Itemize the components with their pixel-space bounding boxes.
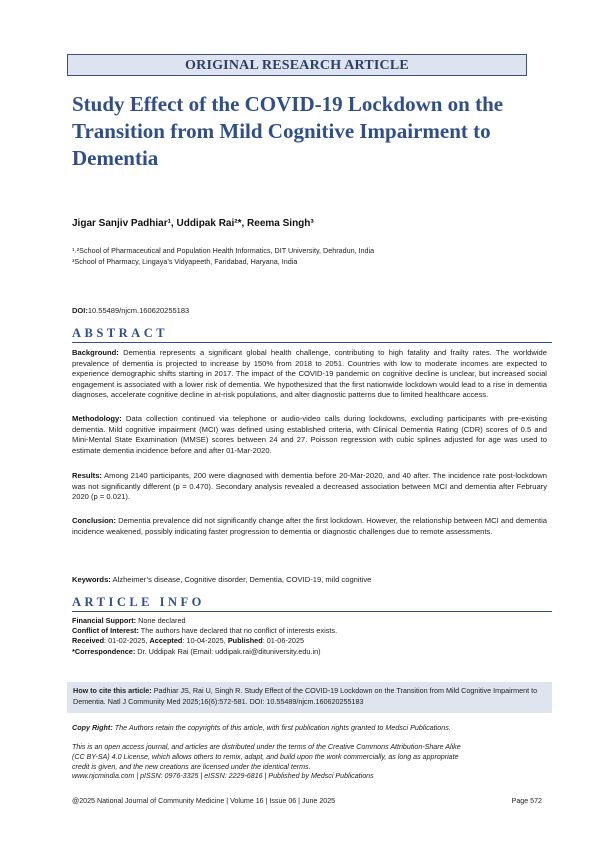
conflict-of-interest (72, 626, 337, 636)
license-line: credit is given, and the new creations are licensed under the identical terms. (72, 762, 311, 771)
methodology-text: Data collection continued via telephone or audio-video calls during lockdowns, excluding participants with pre-existing dementia. Mild cognitive impairment (MCI) was defined using established criteria, with Clinical Dementia Rating (CDR) scores of 0.5 and Mini-Mental State Examination (MMSE) scores between 24 and 27. Poisson regression with cubic splines adjusted for age was used to estimate dementia incidence before and after 01-Mar-2020. (72, 414, 547, 455)
article-info (72, 616, 337, 657)
copyright-label: Copy Right: (72, 723, 113, 732)
abstract-results (72, 471, 547, 503)
affiliation-1: ¹˒²School of Pharmaceutical and Population Health Informatics, DIT University, Dehradun, India (72, 246, 375, 255)
cite-label: How to cite this article: (73, 686, 152, 695)
financial-support (72, 616, 337, 626)
affiliation-2: ³School of Pharmacy, Lingaya’s Vidyapeeth, Faridabad, Haryana, India (72, 257, 298, 266)
doi-label: DOI: (72, 306, 88, 315)
received-label: Received (72, 636, 105, 646)
license-notice (72, 743, 550, 782)
how-to-cite-box (67, 682, 552, 713)
conflict-text: The authors have declared that no conflict of interests exists. (140, 626, 338, 636)
keywords (72, 575, 547, 586)
conclusion-text: Dementia prevalence did not significantly change after the first lockdown. However, the relationship between MCI and dementia incidence weakened, possibly indicating faster progression to dementia or diagnostic challenges due to remote assessments. (72, 516, 547, 536)
abstract-rule (72, 342, 552, 343)
title-line: Study Effect of the COVID-19 Lockdown on the (72, 92, 504, 116)
article-type-banner: ORIGINAL RESEARCH ARTICLE (67, 54, 527, 76)
financial-label: Financial Support: (72, 616, 137, 625)
cite-text: Padhiar JS, Rai U, Singh R. Study Effect of the COVID-19 Lockdown on the Transition from Mild Cognitive Impairment to Dementia. Natl J Community Med 2025;16(6):572-581. DOI: 10.55489/njcm.160620255183 (73, 686, 538, 706)
published-label: Published (227, 636, 263, 646)
title-line: Dementia (72, 146, 159, 170)
accepted-date: : 10-04-2025, (182, 636, 226, 646)
article-info-rule (72, 611, 552, 612)
copyright-text: The Authors retain the copyrights of this article, with first publication rights granted to Medsci Publications. (114, 723, 451, 732)
author-list: Jigar Sanjiv Padhiar¹, Uddipak Rai²*, Reema Singh³ (72, 218, 314, 229)
correspondence-text[interactable]: Dr. Uddipak Rai (Email: uddipak.rai@dituniversity.edu.in) (137, 646, 321, 656)
doi (72, 306, 189, 315)
results-text: Among 2140 participants, 200 were diagnosed with dementia before 20-Mar-2020, and 40 after. The incidence rate post-lockdown was not significantly different (p = 0.470). Secondary analysis revealed a decreased association between MCI and dementia after February 2020 (p = 0.021). (72, 471, 547, 501)
abstract-heading: ABSTRACT (72, 326, 169, 340)
background-text: Dementia represents a significant global health challenge, contributing to high fatality and frailty rates. The worldwide prevalence of dementia is projected to increase by 150% from 2018 to 2051. Countries with low to moderate incomes are expected to experience demographic shifts starting in 2017. The impact of the COVID-19 pandemic on cognitive decline is unclear, but increased social engagement is associated with a lower risk of dementia. We hypothesized that the first nationwide lockdown would lead to a rise in dementia diagnoses, accelerate cognitive decline in at-risk populations, and alter diagnostic patterns due to limited healthcare access. (72, 348, 547, 399)
keywords-label: Keywords: (72, 575, 111, 584)
doi-link[interactable]: 10.55489/njcm.160620255183 (87, 306, 190, 315)
license-line: This is an open access journal, and articles are distributed under the terms of the Creative Commons Attribution-Share Alike (72, 743, 461, 751)
results-label: Results: (72, 471, 102, 480)
financial-text: None declared (138, 616, 186, 625)
published-date: : 01-06-2025 (262, 636, 305, 646)
abstract-methodology (72, 414, 547, 456)
article-title (72, 91, 552, 172)
conflict-label: Conflict of Interest: (72, 626, 139, 636)
article-info-heading: ARTICLE INFO (72, 595, 205, 609)
received-date: : 01-02-2025, (104, 636, 148, 646)
copyright-notice (72, 723, 451, 732)
abstract-background (72, 348, 547, 401)
accepted-label: Accepted (149, 636, 183, 646)
conclusion-label: Conclusion: (72, 516, 116, 525)
license-line: (CC BY-SA) 4.0 License, which allows others to remix, adapt, and build upon the work commercially, as long as appropriate (72, 752, 459, 761)
journal-links[interactable]: www.njcmindia.com | pISSN: 0976-3325 | eISSN: 2229-6816 | Published by Medsci Publications (72, 772, 374, 781)
background-label: Background: (72, 348, 119, 357)
correspondence-label: *Correspondence: (72, 646, 136, 656)
page-number: Page 572 (511, 797, 542, 805)
methodology-label: Methodology: (72, 414, 122, 423)
keywords-text: Alzheimer’s disease, Cognitive disorder, Dementia, COVID-19, mild cognitive (112, 575, 372, 584)
title-line: Transition from Mild Cognitive Impairment to (72, 119, 491, 143)
correspondence (72, 647, 337, 657)
dates (72, 636, 337, 646)
abstract-conclusion (72, 516, 547, 537)
footer-journal-info: @2025 National Journal of Community Medicine | Volume 16 | Issue 06 | June 2025 (72, 797, 336, 805)
